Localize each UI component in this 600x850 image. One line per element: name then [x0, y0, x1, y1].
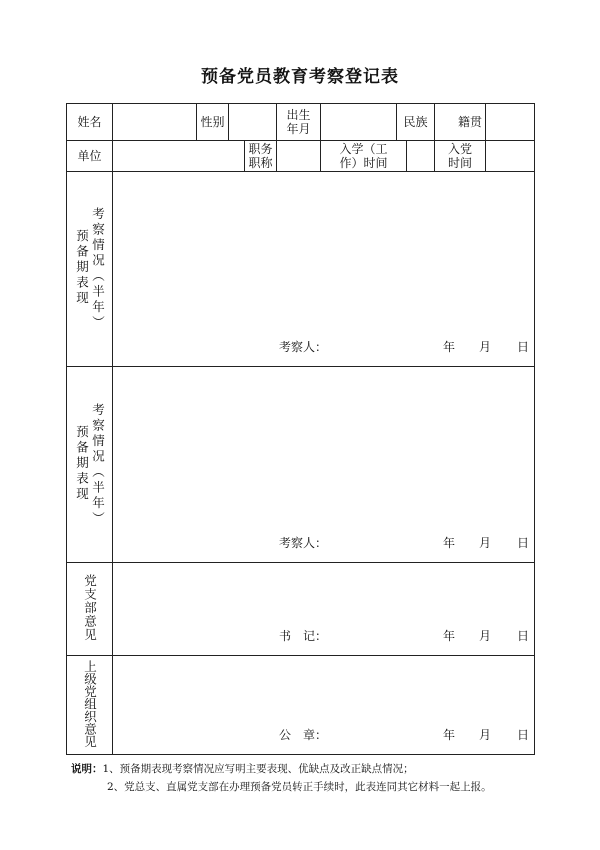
page-title: 预备党员教育考察登记表	[201, 67, 399, 87]
superior-opinion-label-text: 上级党组织意见	[82, 659, 98, 748]
superior-signature-line	[113, 728, 534, 744]
probation2-content-area[interactable]	[113, 367, 535, 563]
position-field[interactable]	[277, 141, 321, 172]
party-label-line2: 时间	[448, 156, 473, 170]
probation1-label-col2: 考察情况（半年）	[90, 207, 106, 331]
superior-day-label: 日	[517, 728, 530, 742]
origin-label-text: 籍贯	[458, 115, 483, 129]
probation2-year-label: 年	[443, 536, 456, 550]
branch-day-label: 日	[517, 629, 530, 643]
branch-opinion-label-text: 党支部意见	[82, 573, 98, 642]
branch-signer-label: 书 记：	[279, 629, 328, 643]
probation1-label-col1: 预备期表现	[74, 229, 90, 307]
row-probation-1	[67, 172, 535, 367]
probation1-day-label: 日	[517, 340, 530, 354]
unit-label: 单位	[67, 141, 113, 172]
probation1-signature-line	[113, 340, 534, 356]
superior-year-label: 年	[443, 728, 456, 742]
probation2-signer-label: 考察人：	[279, 536, 328, 550]
name-label: 姓名	[67, 104, 113, 141]
birth-field[interactable]	[321, 104, 397, 141]
superior-month-label: 月	[479, 728, 492, 742]
probation2-label-col2: 考察情况（半年）	[90, 402, 106, 527]
ethnicity-label: 民族	[397, 104, 435, 141]
party-time-field[interactable]	[486, 141, 535, 172]
entry-time-label	[321, 141, 407, 172]
gender-label: 性别	[197, 104, 229, 141]
party-label-line1: 入党	[448, 142, 473, 156]
entry-label-line1: 入学（工	[339, 142, 388, 156]
branch-opinion-label	[67, 563, 113, 656]
probation2-signature-line	[113, 536, 534, 552]
probation2-label-col1: 预备期表现	[74, 424, 90, 502]
note-1-text: 1、预备期表现考察情况应写明主要表现、优缺点及改正缺点情况；	[102, 763, 414, 775]
notes-prefix: 说明：	[71, 763, 103, 775]
row-unit-info	[67, 141, 535, 172]
probation1-month-label: 月	[479, 340, 492, 354]
note-line-2: 2、党总支、直属党支部在办理预备党员转正手续时，此表连同其它材料一起上报。	[107, 781, 492, 793]
superior-opinion-label	[67, 656, 113, 755]
birth-label	[277, 104, 321, 141]
probation1-label	[67, 172, 113, 367]
probation1-year-label: 年	[443, 340, 456, 354]
birth-label-line2: 年月	[286, 122, 311, 136]
row-basic-info	[67, 104, 535, 141]
probation1-content-area[interactable]	[113, 172, 535, 367]
superior-opinion-content-area[interactable]	[113, 656, 535, 755]
row-branch-opinion	[67, 563, 535, 656]
position-label	[245, 141, 277, 172]
branch-year-label: 年	[443, 629, 456, 643]
row-superior-opinion	[67, 656, 535, 755]
registration-table	[66, 103, 535, 755]
position-label-line1: 职务	[248, 142, 273, 156]
branch-signature-line	[113, 629, 534, 645]
party-time-label	[435, 141, 486, 172]
note-line-1	[71, 760, 492, 778]
probation2-label	[67, 367, 113, 563]
name-field[interactable]	[113, 104, 197, 141]
entry-label-line2: 作）时间	[339, 156, 388, 170]
superior-signer-label: 公 章：	[279, 728, 328, 742]
entry-time-field[interactable]	[407, 141, 435, 172]
gender-field[interactable]	[229, 104, 277, 141]
origin-label	[435, 104, 486, 141]
probation2-day-label: 日	[517, 536, 530, 550]
probation1-signer-label: 考察人：	[279, 340, 328, 354]
branch-month-label: 月	[479, 629, 492, 643]
probation2-month-label: 月	[479, 536, 492, 550]
branch-opinion-content-area[interactable]	[113, 563, 535, 656]
unit-field[interactable]	[113, 141, 245, 172]
row-probation-2	[67, 367, 535, 563]
origin-field[interactable]	[486, 104, 535, 141]
notes-section	[71, 760, 492, 796]
birth-label-line1: 出生	[286, 108, 311, 122]
position-label-line2: 职称	[248, 156, 273, 170]
